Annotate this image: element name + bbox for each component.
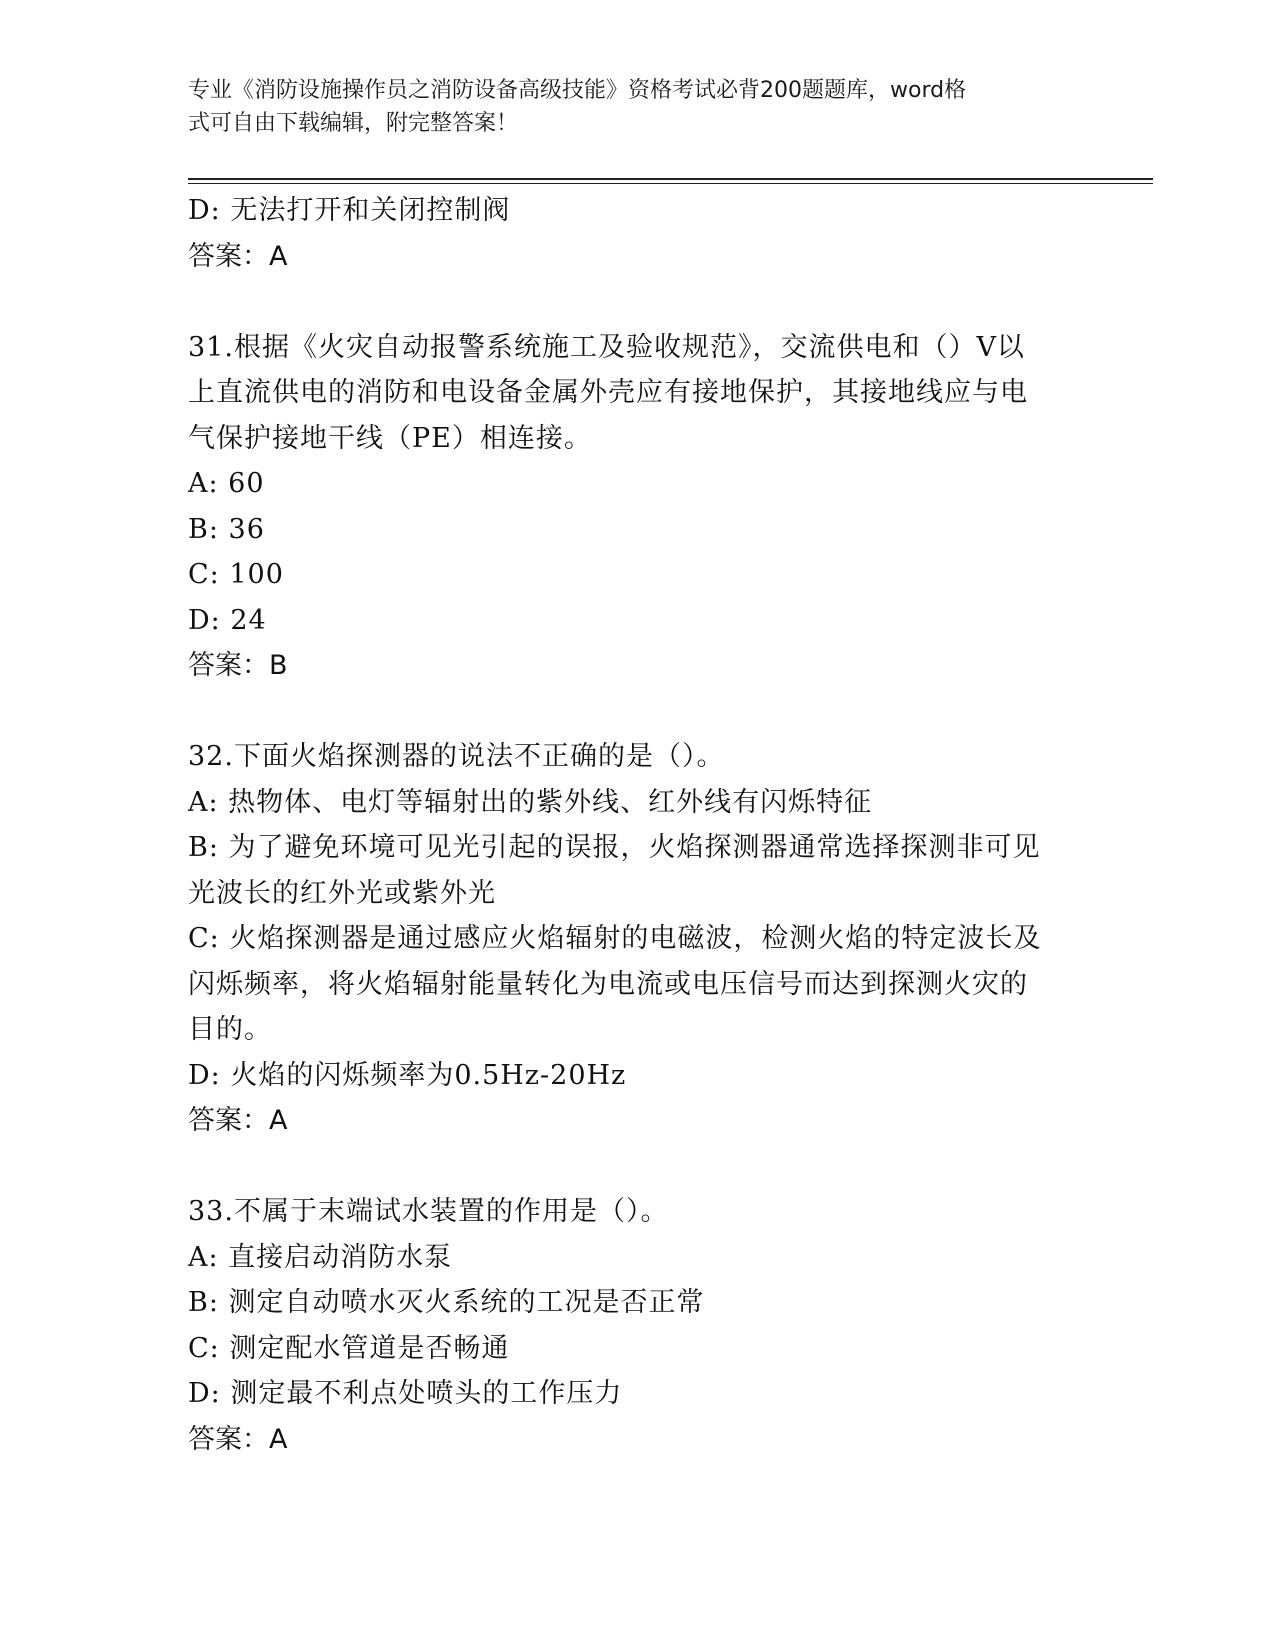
option-d: D: 火焰的闪烁频率为0.5Hz-20Hz (188, 1059, 627, 1091)
option-d: D: 测定最不利点处喷头的工作压力 (188, 1378, 623, 1409)
header-line-1: 专业《消防设施操作员之消防设备高级技能》资格考试必背200题题库，word格 (188, 78, 967, 103)
question-stem: 气保护接地干线（PE）相连接。 (188, 422, 592, 454)
option-a: A: 直接启动消防水泵 (188, 1241, 453, 1273)
question-stem: 32.下面火焰探测器的说法不正确的是（）。 (188, 741, 725, 772)
option-d: D: 24 (188, 604, 267, 636)
option-c: C: 测定配水管道是否畅通 (188, 1332, 510, 1364)
answer-line: 答案：B (188, 650, 288, 681)
header-divider-thin (188, 183, 1153, 184)
header-divider-thick (188, 178, 1153, 180)
option-a: A: 热物体、电灯等辐射出的紫外线、红外线有闪烁特征 (188, 786, 873, 818)
option-d: D: 无法打开和关闭控制阀 (188, 195, 511, 226)
answer-line: 答案：A (188, 240, 288, 272)
spacer (188, 279, 1088, 325)
spacer (188, 1144, 1088, 1190)
option-b: B: 测定自动喷水灭火系统的工况是否正常 (188, 1287, 705, 1318)
question-stem: 上直流供电的消防和电设备金属外壳应有接地保护，其接地线应与电 (188, 377, 1028, 408)
question-31 (188, 325, 1088, 689)
question-stem: 33.不属于末端试水装置的作用是（）。 (188, 1196, 669, 1227)
answer-line: 答案：A (188, 1423, 288, 1455)
option-b: B: 36 (188, 513, 265, 545)
option-b: B: 为了避免环境可见光引起的误报，火焰探测器通常选择探测非可见 (188, 832, 1041, 863)
option-b-continued: 光波长的红外光或紫外光 (188, 877, 496, 909)
option-c: C: 100 (188, 559, 284, 590)
option-a: A: 60 (188, 468, 265, 499)
question-32 (188, 734, 1088, 1144)
option-c: C: 火焰探测器是通过感应火焰辐射的电磁波，检测火焰的特定波长及 (188, 923, 1042, 954)
question-stem: 31.根据《火灾自动报警系统施工及验收规范》，交流供电和（）V以 (188, 331, 1025, 363)
option-c-continued: 闪烁频率，将火焰辐射能量转化为电流或电压信号而达到探测火灾的 (188, 968, 1028, 1000)
document-header (188, 74, 1068, 140)
option-c-continued: 目的。 (188, 1014, 272, 1045)
header-line-2: 式可自由下载编辑，附完整答案！ (188, 111, 519, 136)
answer-line: 答案：A (188, 1105, 288, 1136)
question-content (188, 188, 1088, 1462)
spacer (188, 689, 1088, 735)
question-33 (188, 1189, 1088, 1462)
